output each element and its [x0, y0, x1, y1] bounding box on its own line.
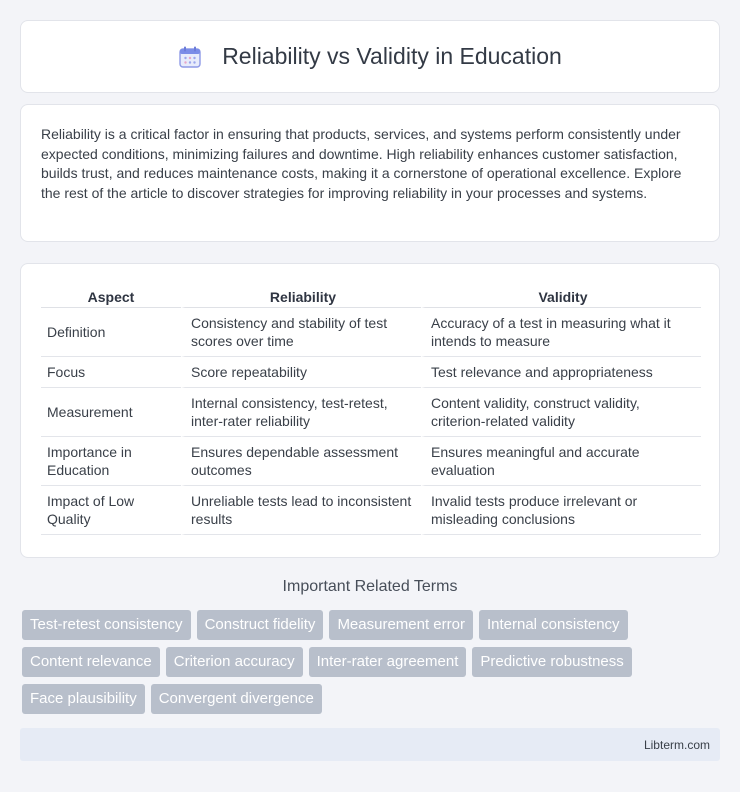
column-header-validity: Validity: [421, 284, 701, 308]
table-cell: Invalid tests produce irrelevant or misleading conclusions: [421, 486, 701, 535]
page-title: Reliability vs Validity in Education: [222, 43, 562, 69]
table-cell: Definition: [41, 308, 181, 357]
related-term-tag[interactable]: Predictive robustness: [472, 647, 631, 677]
related-term-tag[interactable]: Face plausibility: [22, 684, 145, 714]
footer: [20, 728, 720, 761]
table-row: [41, 486, 701, 535]
intro-text: Reliability is a critical factor in ensuring that products, services, and systems perform consistently under expected conditions, minimizing failures and downtime. High reliability enhances customer satisfaction, builds trust, and reduces maintenance costs, making it a cornerstone of operational excellence. Explore the rest of the article to discover strategies for improving reliability in your processes and systems.: [41, 126, 682, 201]
table-row: [41, 437, 701, 486]
table-cell: Accuracy of a test in measuring what it intends to measure: [421, 308, 701, 357]
table-cell: Consistency and stability of test scores over time: [181, 308, 421, 357]
table-cell: Test relevance and appropriateness: [421, 357, 701, 388]
related-term-tag[interactable]: Convergent divergence: [151, 684, 322, 714]
table-cell: Internal consistency, test-retest, inter-rater reliability: [181, 388, 421, 437]
table-row: [41, 308, 701, 357]
related-term-tag[interactable]: Construct fidelity: [197, 610, 324, 640]
table-cell: Impact of Low Quality: [41, 486, 181, 535]
related-term-tag[interactable]: Inter-rater agreement: [309, 647, 467, 677]
comparison-table: [41, 284, 701, 535]
related-term-tag[interactable]: Internal consistency: [479, 610, 628, 640]
related-terms-title: Important Related Terms: [282, 578, 458, 595]
table-cell: Ensures dependable assessment outcomes: [181, 437, 421, 486]
table-cell: Focus: [41, 357, 181, 388]
table-header-row: [41, 284, 701, 308]
related-terms-list: [22, 610, 722, 721]
comparison-table-card: [20, 263, 720, 558]
related-term-tag[interactable]: Test-retest consistency: [22, 610, 191, 640]
page-header: [20, 20, 720, 93]
column-header-aspect: Aspect: [41, 284, 181, 308]
related-term-tag[interactable]: Content relevance: [22, 647, 160, 677]
related-term-tag[interactable]: Measurement error: [329, 610, 473, 640]
footer-site-link[interactable]: Libterm.com: [643, 738, 710, 752]
table-cell: Importance in Education: [41, 437, 181, 486]
table-cell: Score repeatability: [181, 357, 421, 388]
table-cell: Ensures meaningful and accurate evaluation: [421, 437, 701, 486]
table-row: [41, 357, 701, 388]
table-row: [41, 388, 701, 437]
table-cell: Content validity, construct validity, criterion-related validity: [421, 388, 701, 437]
table-cell: Measurement: [41, 388, 181, 437]
table-cell: Unreliable tests lead to inconsistent results: [181, 486, 421, 535]
related-term-tag[interactable]: Criterion accuracy: [166, 647, 303, 677]
column-header-reliability: Reliability: [181, 284, 421, 308]
calendar-icon: [178, 45, 202, 69]
intro-card: [20, 104, 720, 242]
